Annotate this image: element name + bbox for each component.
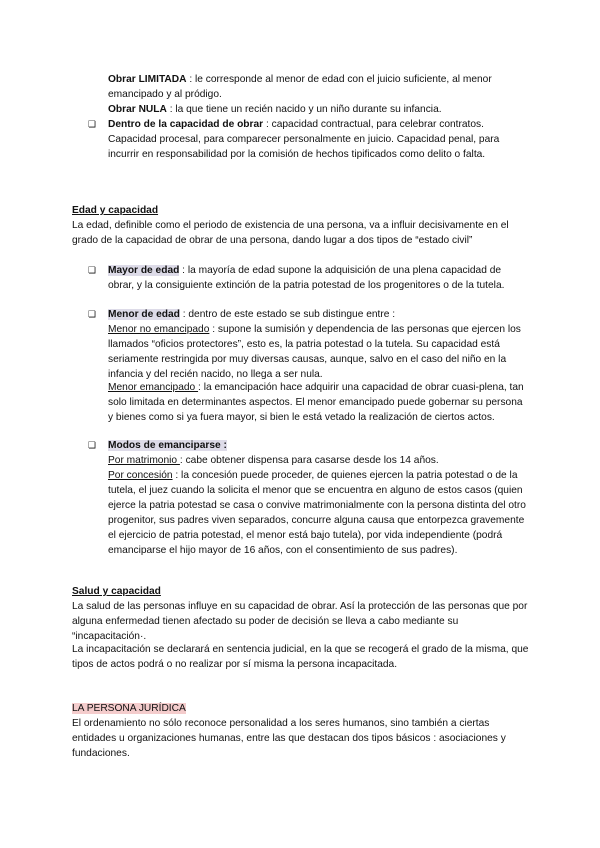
menor-no-emancipado-paragraph <box>108 322 530 382</box>
por-matrimonio-paragraph <box>108 453 530 468</box>
dentro-capacidad-text: : capacidad contractual, para celebrar contratos. Capacidad procesal, para comparecer personalmente en juicio. Capacidad penal, para incurrir en responsabilidad por la comisión de hechos tipificados como delito o falta. <box>108 119 500 160</box>
por-concesion-paragraph <box>108 468 530 558</box>
por-matrimonio-label: Por matrimonio <box>108 455 180 466</box>
checkbox-bullet-icon: ❏ <box>88 265 97 275</box>
obrar-limitada-text: : le corresponde al menor de edad con el juicio suficiente, al menor emancipado y al pródigo. <box>108 74 492 100</box>
obrar-limitada-paragraph <box>108 72 528 102</box>
salud-paragraph-2: La incapacitación se declarará en sentencia judicial, en la que se recogerá el grado de la misma, que tipos de actos podrá o no realizar por sí misma la persona incapacitada. <box>72 644 529 670</box>
por-matrimonio-text: : cabe obtener dispensa para casarse desde los 14 años. <box>179 455 439 466</box>
checkbox-bullet-icon: ❏ <box>88 309 97 319</box>
por-concesion-text: : la concesión puede proceder, de quienes ejercen la patria potestad o de la tutela, el juez cuando la solicita el menor que se encuentra en alguno de estos casos (quien ejerce la patria potestad se casa o convive matrimonialmente con la persona distinta del otro progenitor, sus padres viven separados, concurre alguna causa que entorpezca gravemente el ejercicio de patria potestad, el menor está bajo tutela), por vida independiente (podrá emanciparse el hijo mayor de 16 años, con el consentimiento de sus padres). <box>108 470 526 556</box>
checkbox-bullet-icon: ❏ <box>88 119 97 129</box>
menor-edad-paragraph <box>108 307 528 322</box>
menor-edad-label: Menor de edad <box>108 309 180 320</box>
menor-no-emancipado-label: Menor no emancipado <box>108 324 210 335</box>
section-heading-persona-juridica <box>72 701 532 716</box>
mayor-edad-paragraph <box>108 263 528 293</box>
section-heading-edad: Edad y capacidad <box>72 205 159 216</box>
persona-juridica-paragraph: El ordenamiento no sólo reconoce personalidad a los seres humanos, sino también a ciertas entidades u organizaciones humanas, entre las que destacan dos tipos básicos : asociaciones y fundaciones. <box>72 718 506 759</box>
obrar-nula-text: : la que tiene un recién nacido y un niño durante su infancia. <box>166 104 442 115</box>
section-heading-salud: Salud y capacidad <box>72 586 161 597</box>
menor-no-emancipado-text: : supone la sumisión y dependencia de las personas que ejercen los llamados “oficios protectores”, esto es, la patria potestad o la tutela. Su capacidad está seriamente restringida por muy diversas causas, aunque, salvo en el caso del niño en la infancia y del recién nacido, no llega a ser nula. <box>108 324 521 380</box>
modos-emanciparse-label: Modos de emanciparse : <box>108 440 227 451</box>
modos-emanciparse-paragraph <box>108 438 528 453</box>
dentro-capacidad-label: Dentro de la capacidad de obrar <box>108 119 264 130</box>
obrar-nula-label: Obrar NULA <box>108 104 167 115</box>
menor-emancipado-text: : la emancipación hace adquirir una capacidad de obrar cuasi-plena, tan solo limitada en determinantes aspectos. El menor emancipado puede gobernar su persona y bienes como si ya fuera mayor, si bien le está vetado la realización de ciertos actos. <box>108 382 524 423</box>
salud-paragraph-1: La salud de las personas influye en su capacidad de obrar. Así la protección de las personas que por alguna enfermedad tienen afectado su poder de decisión se lleva a cabo mediante su “incapacitación·. <box>72 601 528 642</box>
mayor-edad-text: : la mayoría de edad supone la adquisición de una plena capacidad de obrar, y la consiguiente extinción de la patria potestad de los progenitores o de la tutela. <box>108 265 505 291</box>
mayor-edad-label: Mayor de edad <box>108 265 180 276</box>
menor-emancipado-paragraph <box>108 380 530 425</box>
checkbox-bullet-icon: ❏ <box>88 440 97 450</box>
menor-edad-text: : dentro de este estado se sub distingue entre : <box>179 309 396 320</box>
obrar-nula-paragraph <box>108 102 528 117</box>
edad-intro-paragraph: La edad, definible como el periodo de existencia de una persona, va a influir decisivamente en el grado de la capacidad de obrar de una persona, dando lugar a dos tipos de “estado civil” <box>72 220 509 246</box>
dentro-capacidad-paragraph <box>108 117 528 162</box>
obrar-limitada-label: Obrar LIMITADA <box>108 74 187 85</box>
menor-emancipado-label: Menor emancipado <box>108 382 199 393</box>
por-concesion-label: Por concesión <box>108 470 173 481</box>
persona-juridica-heading-text: LA PERSONA JURÍDICA <box>72 703 186 714</box>
